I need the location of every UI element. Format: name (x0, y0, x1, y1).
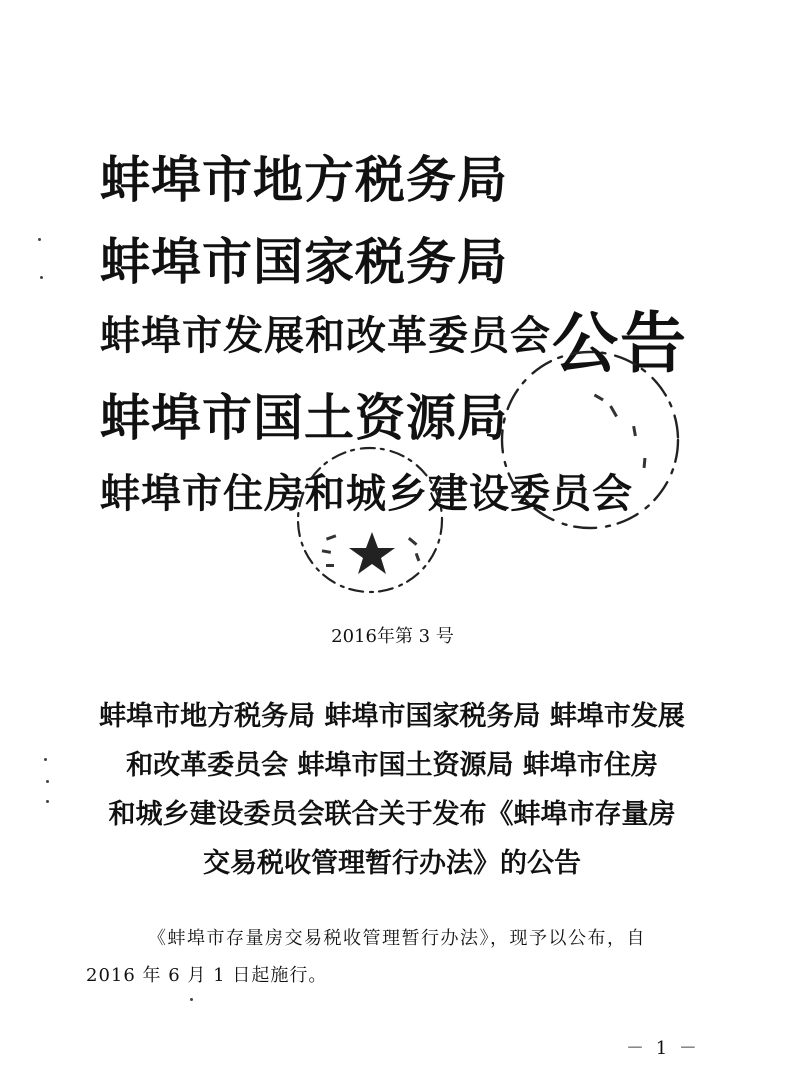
org-name-local-tax-bureau: 蚌埠市地方税务局 (100, 150, 508, 209)
page-number: － 1 － (626, 1038, 700, 1059)
title-line: 交易税收管理暂行办法》的公告 (203, 848, 581, 879)
org-name-state-tax-bureau: 蚌埠市国家税务局 (100, 232, 508, 291)
body-paragraph-line: 2016 年 6 月 1 日起施行。 (86, 965, 328, 986)
org-name-development-reform-commission: 蚌埠市发展和改革委员会 (100, 312, 551, 359)
body-paragraph-line: 《蚌埠市存量房交易税收管理暂行办法》，现予以公布，自 (148, 928, 646, 949)
title-line: 蚌埠市地方税务局 蚌埠市国家税务局 蚌埠市发展 (99, 701, 685, 732)
scan-speck (38, 238, 41, 241)
scan-speck (190, 998, 193, 1001)
document-number: 2016年第 3 号 (331, 626, 454, 647)
scan-speck (46, 800, 49, 803)
title-line: 和城乡建设委员会联合关于发布《蚌埠市存量房 (108, 799, 676, 830)
title-line: 和改革委员会 蚌埠市国土资源局 蚌埠市住房 (126, 750, 658, 781)
org-name-housing-construction-commission: 蚌埠市住房和城乡建设委员会 (100, 470, 633, 517)
announcement-label: 公告 (552, 304, 688, 382)
scan-speck (44, 758, 47, 761)
body-text (86, 920, 690, 994)
seal-star-icon (349, 532, 395, 574)
announcement-title (92, 692, 692, 888)
scan-speck (40, 276, 43, 279)
org-name-land-resources-bureau: 蚌埠市国土资源局 (100, 388, 508, 447)
scan-speck (46, 780, 49, 783)
